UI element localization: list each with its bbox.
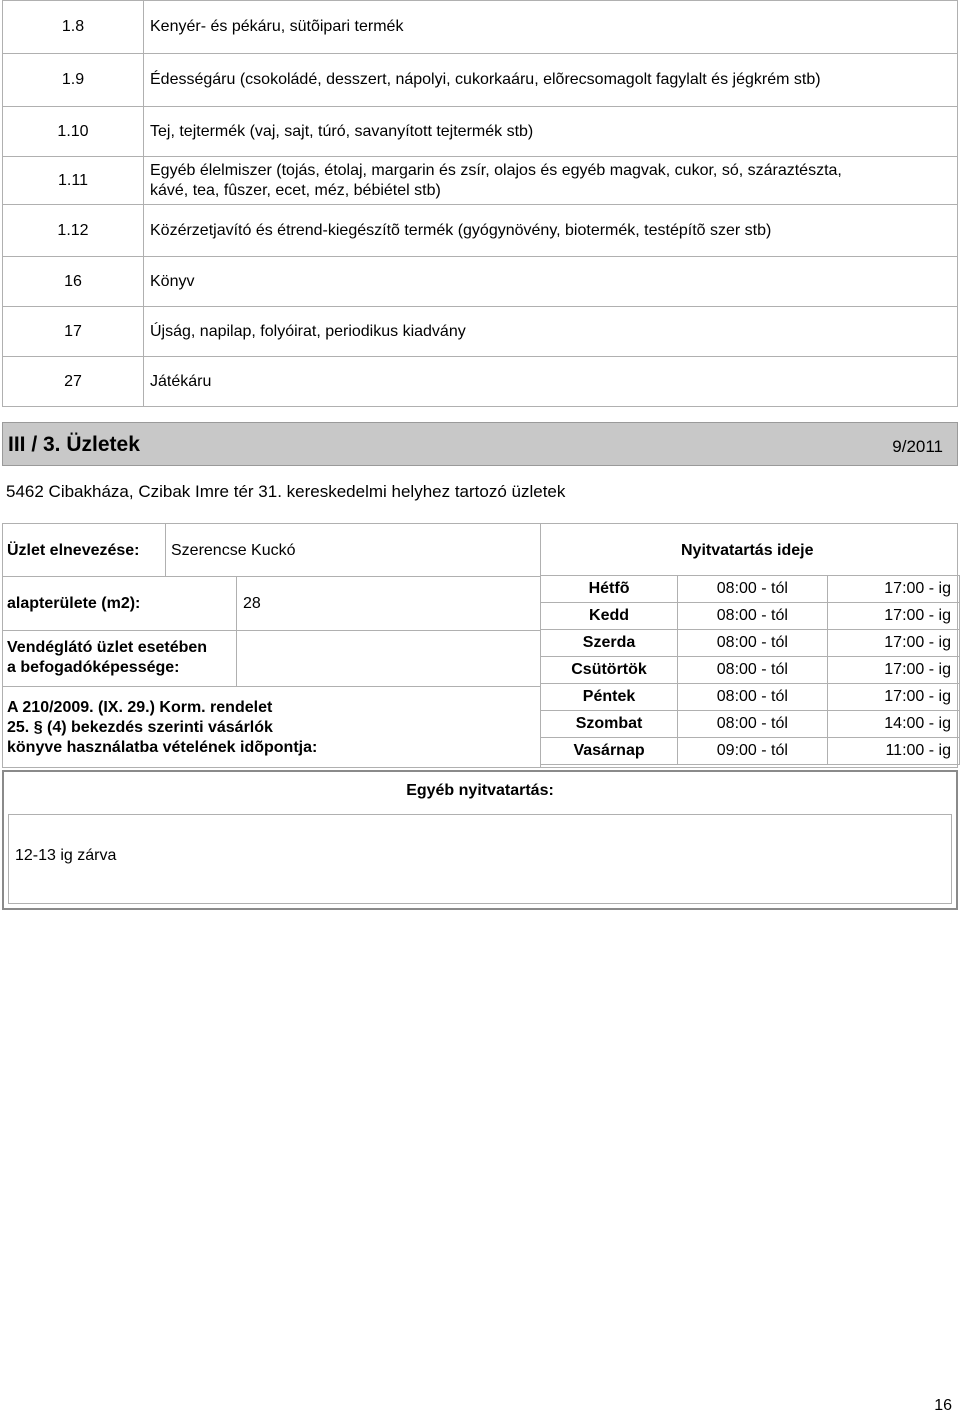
hours-row — [541, 657, 960, 684]
other-hours-content — [8, 814, 952, 904]
category-desc — [144, 157, 958, 205]
hours-from: 08:00 - tól — [678, 684, 828, 711]
hours-row — [541, 738, 960, 765]
category-desc: Tej, tejtermék (vaj, sajt, túró, savanyított tejtermék stb) — [144, 107, 958, 157]
table-row — [3, 157, 958, 205]
hours-to: 17:00 - ig — [827, 603, 959, 630]
complaint-book-label-line: 25. § (4) bekezdés szerinti vásárlók — [7, 719, 273, 736]
other-hours-title: Egyéb nyitvatartás: — [406, 782, 554, 799]
category-table — [2, 0, 958, 407]
category-desc: Kenyér- és pékáru, sütõipari termék — [144, 1, 958, 54]
category-code: 17 — [3, 307, 144, 357]
other-hours-box — [2, 770, 958, 910]
category-code: 1.11 — [3, 157, 144, 205]
area-label: alapterülete (m2): — [7, 595, 141, 612]
hours-to: 17:00 - ig — [827, 576, 959, 603]
category-code: 1.8 — [3, 1, 144, 54]
category-desc: Játékáru — [144, 357, 958, 407]
hours-to: 11:00 - ig — [827, 738, 959, 765]
category-code: 27 — [3, 357, 144, 407]
divider — [165, 524, 166, 576]
hours-from: 08:00 - tól — [678, 657, 828, 684]
category-desc-line: Egyéb élelmiszer (tojás, étolaj, margarin és zsír, olajos és egyéb magvak, cukor, só, száraztészta, — [150, 161, 842, 179]
capacity-label-line: a befogadóképessége: — [7, 659, 180, 676]
area-value: 28 — [243, 595, 261, 612]
category-desc: Édességáru (csokoládé, desszert, nápolyi, cukorkaáru, elõrecsomagolt fagylalt és jégkrém stb) — [144, 54, 958, 107]
hours-header: Nyitvatartás ideje — [681, 542, 814, 559]
category-desc-line: kávé, tea, fûszer, ecet, méz, bébiétel stb) — [150, 181, 441, 199]
hours-to: 14:00 - ig — [827, 711, 959, 738]
complaint-book-label-line: könyve használatba vételének idõpontja: — [7, 739, 318, 756]
hours-day: Kedd — [541, 603, 678, 630]
hours-from: 08:00 - tól — [678, 603, 828, 630]
hours-day: Vasárnap — [541, 738, 678, 765]
table-row — [3, 307, 958, 357]
shop-address: 5462 Cibakháza, Czibak Imre tér 31. kereskedelmi helyhez tartozó üzletek — [6, 482, 566, 501]
hours-day: Péntek — [541, 684, 678, 711]
category-code: 1.9 — [3, 54, 144, 107]
hours-day: Hétfõ — [541, 576, 678, 603]
hours-day: Csütörtök — [541, 657, 678, 684]
divider — [3, 576, 540, 577]
divider — [3, 686, 540, 687]
category-code: 1.10 — [3, 107, 144, 157]
section-header — [2, 422, 958, 466]
capacity-label — [7, 638, 207, 678]
hours-row — [541, 603, 960, 630]
hours-row — [541, 711, 960, 738]
hours-row — [541, 630, 960, 657]
opening-hours-table — [540, 575, 960, 765]
complaint-book-label-line: A 210/2009. (IX. 29.) Korm. rendelet — [7, 699, 273, 716]
hours-to: 17:00 - ig — [827, 684, 959, 711]
divider — [236, 576, 237, 686]
table-row — [3, 107, 958, 157]
section-title: III / 3. Üzletek — [8, 433, 140, 456]
category-desc: Közérzetjavító és étrend-kiegészítõ termék (gyógynövény, biotermék, testépítõ szer stb) — [144, 205, 958, 257]
hours-day: Szerda — [541, 630, 678, 657]
capacity-label-line: Vendéglátó üzlet esetében — [7, 639, 208, 656]
page-number: 16 — [934, 1397, 952, 1414]
table-row — [3, 257, 958, 307]
category-desc: Újság, napilap, folyóirat, periodikus kiadvány — [144, 307, 958, 357]
hours-from: 09:00 - tól — [678, 738, 828, 765]
table-row — [3, 357, 958, 407]
other-hours-text: 12-13 ig zárva — [15, 847, 117, 864]
section-date: 9/2011 — [892, 437, 943, 456]
hours-row — [541, 684, 960, 711]
table-row — [3, 1, 958, 54]
hours-day: Szombat — [541, 711, 678, 738]
hours-to: 17:00 - ig — [827, 630, 959, 657]
hours-to: 17:00 - ig — [827, 657, 959, 684]
category-code: 1.12 — [3, 205, 144, 257]
hours-from: 08:00 - tól — [678, 576, 828, 603]
complaint-book-label — [7, 698, 317, 758]
hours-from: 08:00 - tól — [678, 711, 828, 738]
shop-name-value: Szerencse Kuckó — [171, 542, 296, 559]
category-code: 16 — [3, 257, 144, 307]
hours-from: 08:00 - tól — [678, 630, 828, 657]
category-desc: Könyv — [144, 257, 958, 307]
hours-row — [541, 576, 960, 603]
divider — [3, 630, 540, 631]
shop-name-label: Üzlet elnevezése: — [7, 542, 140, 559]
table-row — [3, 54, 958, 107]
table-row — [3, 205, 958, 257]
